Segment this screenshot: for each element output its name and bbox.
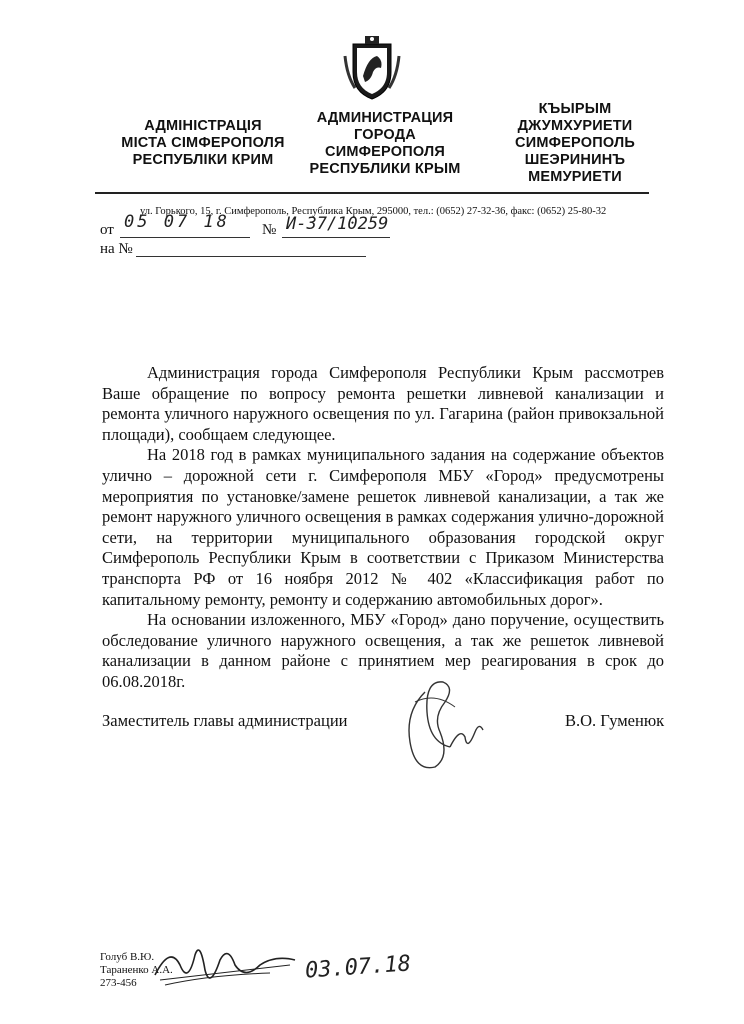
executor-line-2: Тараненко А.А. bbox=[100, 964, 173, 976]
reg-number-label: № bbox=[262, 222, 277, 238]
body-paragraph-1: Администрация города Симферополя Республики Крым рассмотрев Ваше обращение по вопросу ремонта решетки ливневой канализации и ремонта уличного наружного освещения по ул. Гагарина (район привокзальной площади), сообщаем следующее. bbox=[102, 363, 664, 444]
executor-phone: 273-456 bbox=[100, 977, 137, 989]
reg-date: 05 07 18 bbox=[124, 212, 230, 232]
header-right-line: МЕМУРИЕТИ bbox=[528, 169, 622, 185]
handwritten-signature bbox=[395, 672, 490, 782]
coat-of-arms-emblem bbox=[343, 36, 401, 102]
header-right-line: СИМФЕРОПОЛЬ bbox=[515, 135, 635, 151]
header-right-line: ШЕЭРИНИНЪ bbox=[524, 152, 626, 168]
executor-hand-date: 03.07.18 bbox=[304, 951, 412, 984]
reg-number-underline bbox=[282, 237, 390, 238]
header-right-line: ДЖУМХУРИЕТИ bbox=[517, 118, 633, 134]
reg-from-label: от bbox=[100, 222, 114, 238]
header-center-line: АДМИНИСТРАЦИЯ bbox=[316, 110, 454, 126]
header-center-line: СИМФЕРОПОЛЯ bbox=[325, 144, 445, 160]
body-paragraph-3: На основании изложенного, МБУ «Город» дано поручение, осуществить обследование уличного наружного освещения, а так же решеток ливневой канализации в данном районе с принятием мер реагирования в срок до 06.08.2018г. bbox=[102, 610, 664, 691]
header-left-line: АДМІНІСТРАЦІЯ bbox=[144, 118, 262, 134]
signatory-position: Заместитель главы администрации bbox=[102, 711, 348, 730]
header-right-line: КЪЫРЫМ bbox=[538, 101, 612, 117]
body-paragraph-2: На 2018 год в рамках муниципального задания на содержание объектов улично – дорожной сети г. Симферополя МБУ «Город» предусмотрены мероприятия по установке/замене решеток ливневой канализации, а так же ремонт наружного уличного освещения в рамках содержания улично-дорожной сети, на территории муниципального образования городской округ Симферополь Республики Крым в соответствии с Приказом Министерства транспорта РФ от 16 ноября 2012 № 402 «Классификация работ по капитальному ремонту, ремонту и содержанию автомобильных дорог». bbox=[102, 445, 664, 609]
header-left-block bbox=[108, 118, 298, 169]
address-line: ул. Горького, 15, г. Симферополь, Республика Крым, 295000, тел.: (0652) 27-32-36, факс: (0652) 25-80-32 bbox=[140, 206, 607, 217]
header-left-line: МІСТА СІМФЕРОПОЛЯ bbox=[121, 135, 285, 151]
header-center-line: РЕСПУБЛИКИ КРЫМ bbox=[309, 161, 461, 177]
header-right-block bbox=[490, 101, 660, 186]
reg-reply-label: на № bbox=[100, 241, 133, 257]
header-center-block bbox=[300, 110, 470, 178]
executor-line-1: Голуб В.Ю. bbox=[100, 951, 155, 963]
reg-date-underline bbox=[120, 237, 250, 238]
header-center-line: ГОРОДА bbox=[354, 127, 416, 143]
executor-signature-scribble bbox=[150, 935, 300, 995]
reg-reply-underline bbox=[136, 256, 366, 257]
header-divider bbox=[95, 192, 649, 194]
header-left-line: РЕСПУБЛІКИ КРИМ bbox=[132, 152, 274, 168]
reg-number: И-37/10259 bbox=[286, 214, 389, 234]
letter-body bbox=[102, 363, 664, 693]
signatory-name: В.О. Гуменюк bbox=[565, 711, 665, 730]
